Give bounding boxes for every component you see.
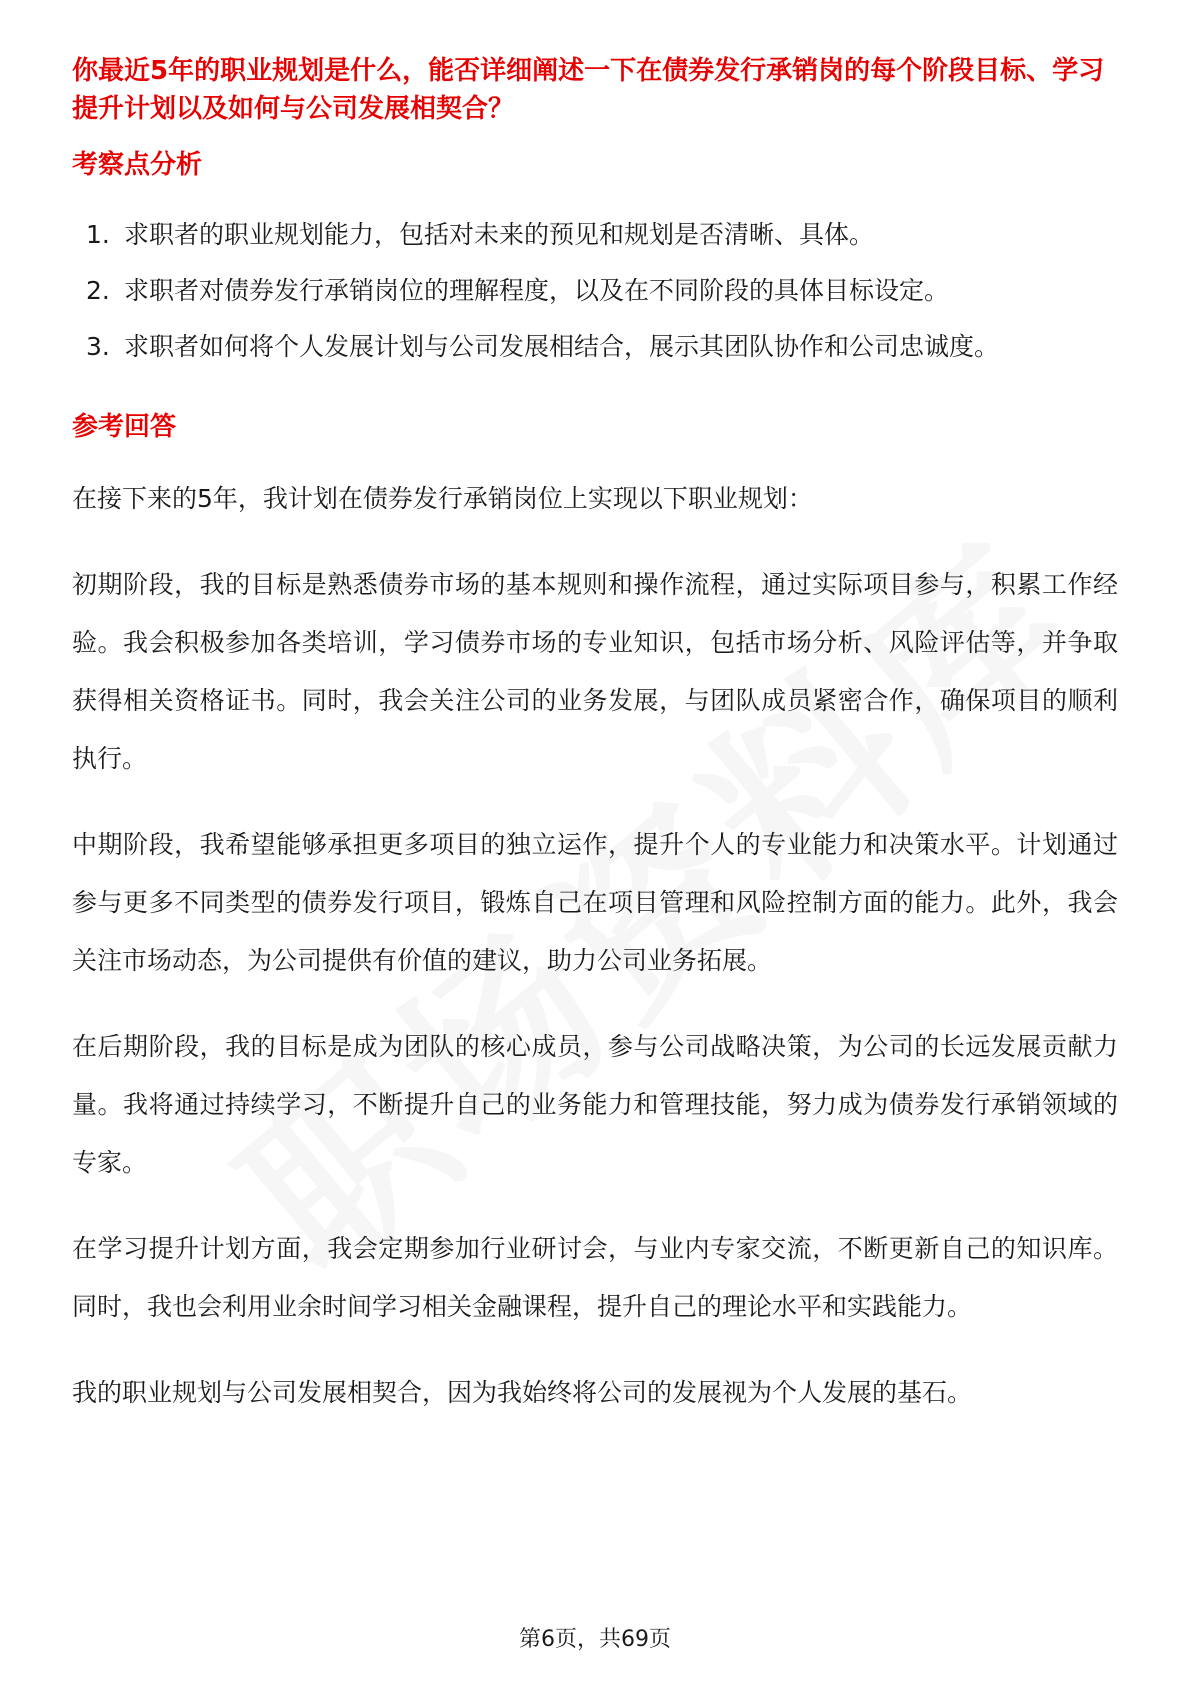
point-number: 1. [86,220,110,249]
point-text: 求职者如何将个人发展计划与公司发展相结合，展示其团队协作和公司忠诚度。 [124,332,1000,361]
answer-paragraph: 中期阶段，我希望能够承担更多项目的独立运作，提升个人的专业能力和决策水平。计划通过参与更多不同类型的债券发行项目，锻炼自己在项目管理和风险控制方面的能力。此外，我会关注市场动态，为公司提供有价值的建议，助力公司业务拓展。 [72,830,1118,975]
analysis-point [72,208,1118,262]
answer-paragraph: 我的职业规划与公司发展相契合，因为我始终将公司的发展视为个人发展的基石。 [72,1378,973,1407]
analysis-point [72,264,1118,318]
answer-paragraph: 在接下来的5年，我计划在债券发行承销岗位上实现以下职业规划： [72,484,813,513]
page-content [72,52,1118,1450]
analysis-point [72,320,1118,374]
analysis-heading: 考察点分析 [72,150,203,180]
point-text: 求职者的职业规划能力，包括对未来的预见和规划是否清晰、具体。 [124,220,875,249]
answer-paragraph: 在学习提升计划方面，我会定期参加行业研讨会，与业内专家交流，不断更新自己的知识库。同时，我也会利用业余时间学习相关金融课程，提升自己的理论水平和实践能力。 [72,1234,1118,1321]
analysis-points [72,208,1118,374]
answer-paragraph: 在后期阶段，我的目标是成为团队的核心成员，参与公司战略决策，为公司的长远发展贡献力量。我将通过持续学习，不断提升自己的业务能力和管理技能，努力成为债券发行承销领域的专家。 [72,1032,1118,1177]
answer-paragraph: 初期阶段，我的目标是熟悉债券市场的基本规则和操作流程，通过实际项目参与，积累工作经验。我会积极参加各类培训，学习债券市场的专业知识，包括市场分析、风险评估等，并争取获得相关资格证书。同时，我会关注公司的业务发展，与团队成员紧密合作，确保项目的顺利执行。 [72,570,1118,773]
answer-heading: 参考回答 [72,412,177,442]
question-title: 你最近5年的职业规划是什么，能否详细阐述一下在债券发行承销岗的每个阶段目标、学习提升计划以及如何与公司发展相契合？ [72,56,1105,124]
page-number-footer: 第6页，共69页 [519,1627,671,1652]
point-number: 3. [86,332,110,361]
point-text: 求职者对债券发行承销岗位的理解程度，以及在不同阶段的具体目标设定。 [124,276,950,305]
point-number: 2. [86,276,110,305]
